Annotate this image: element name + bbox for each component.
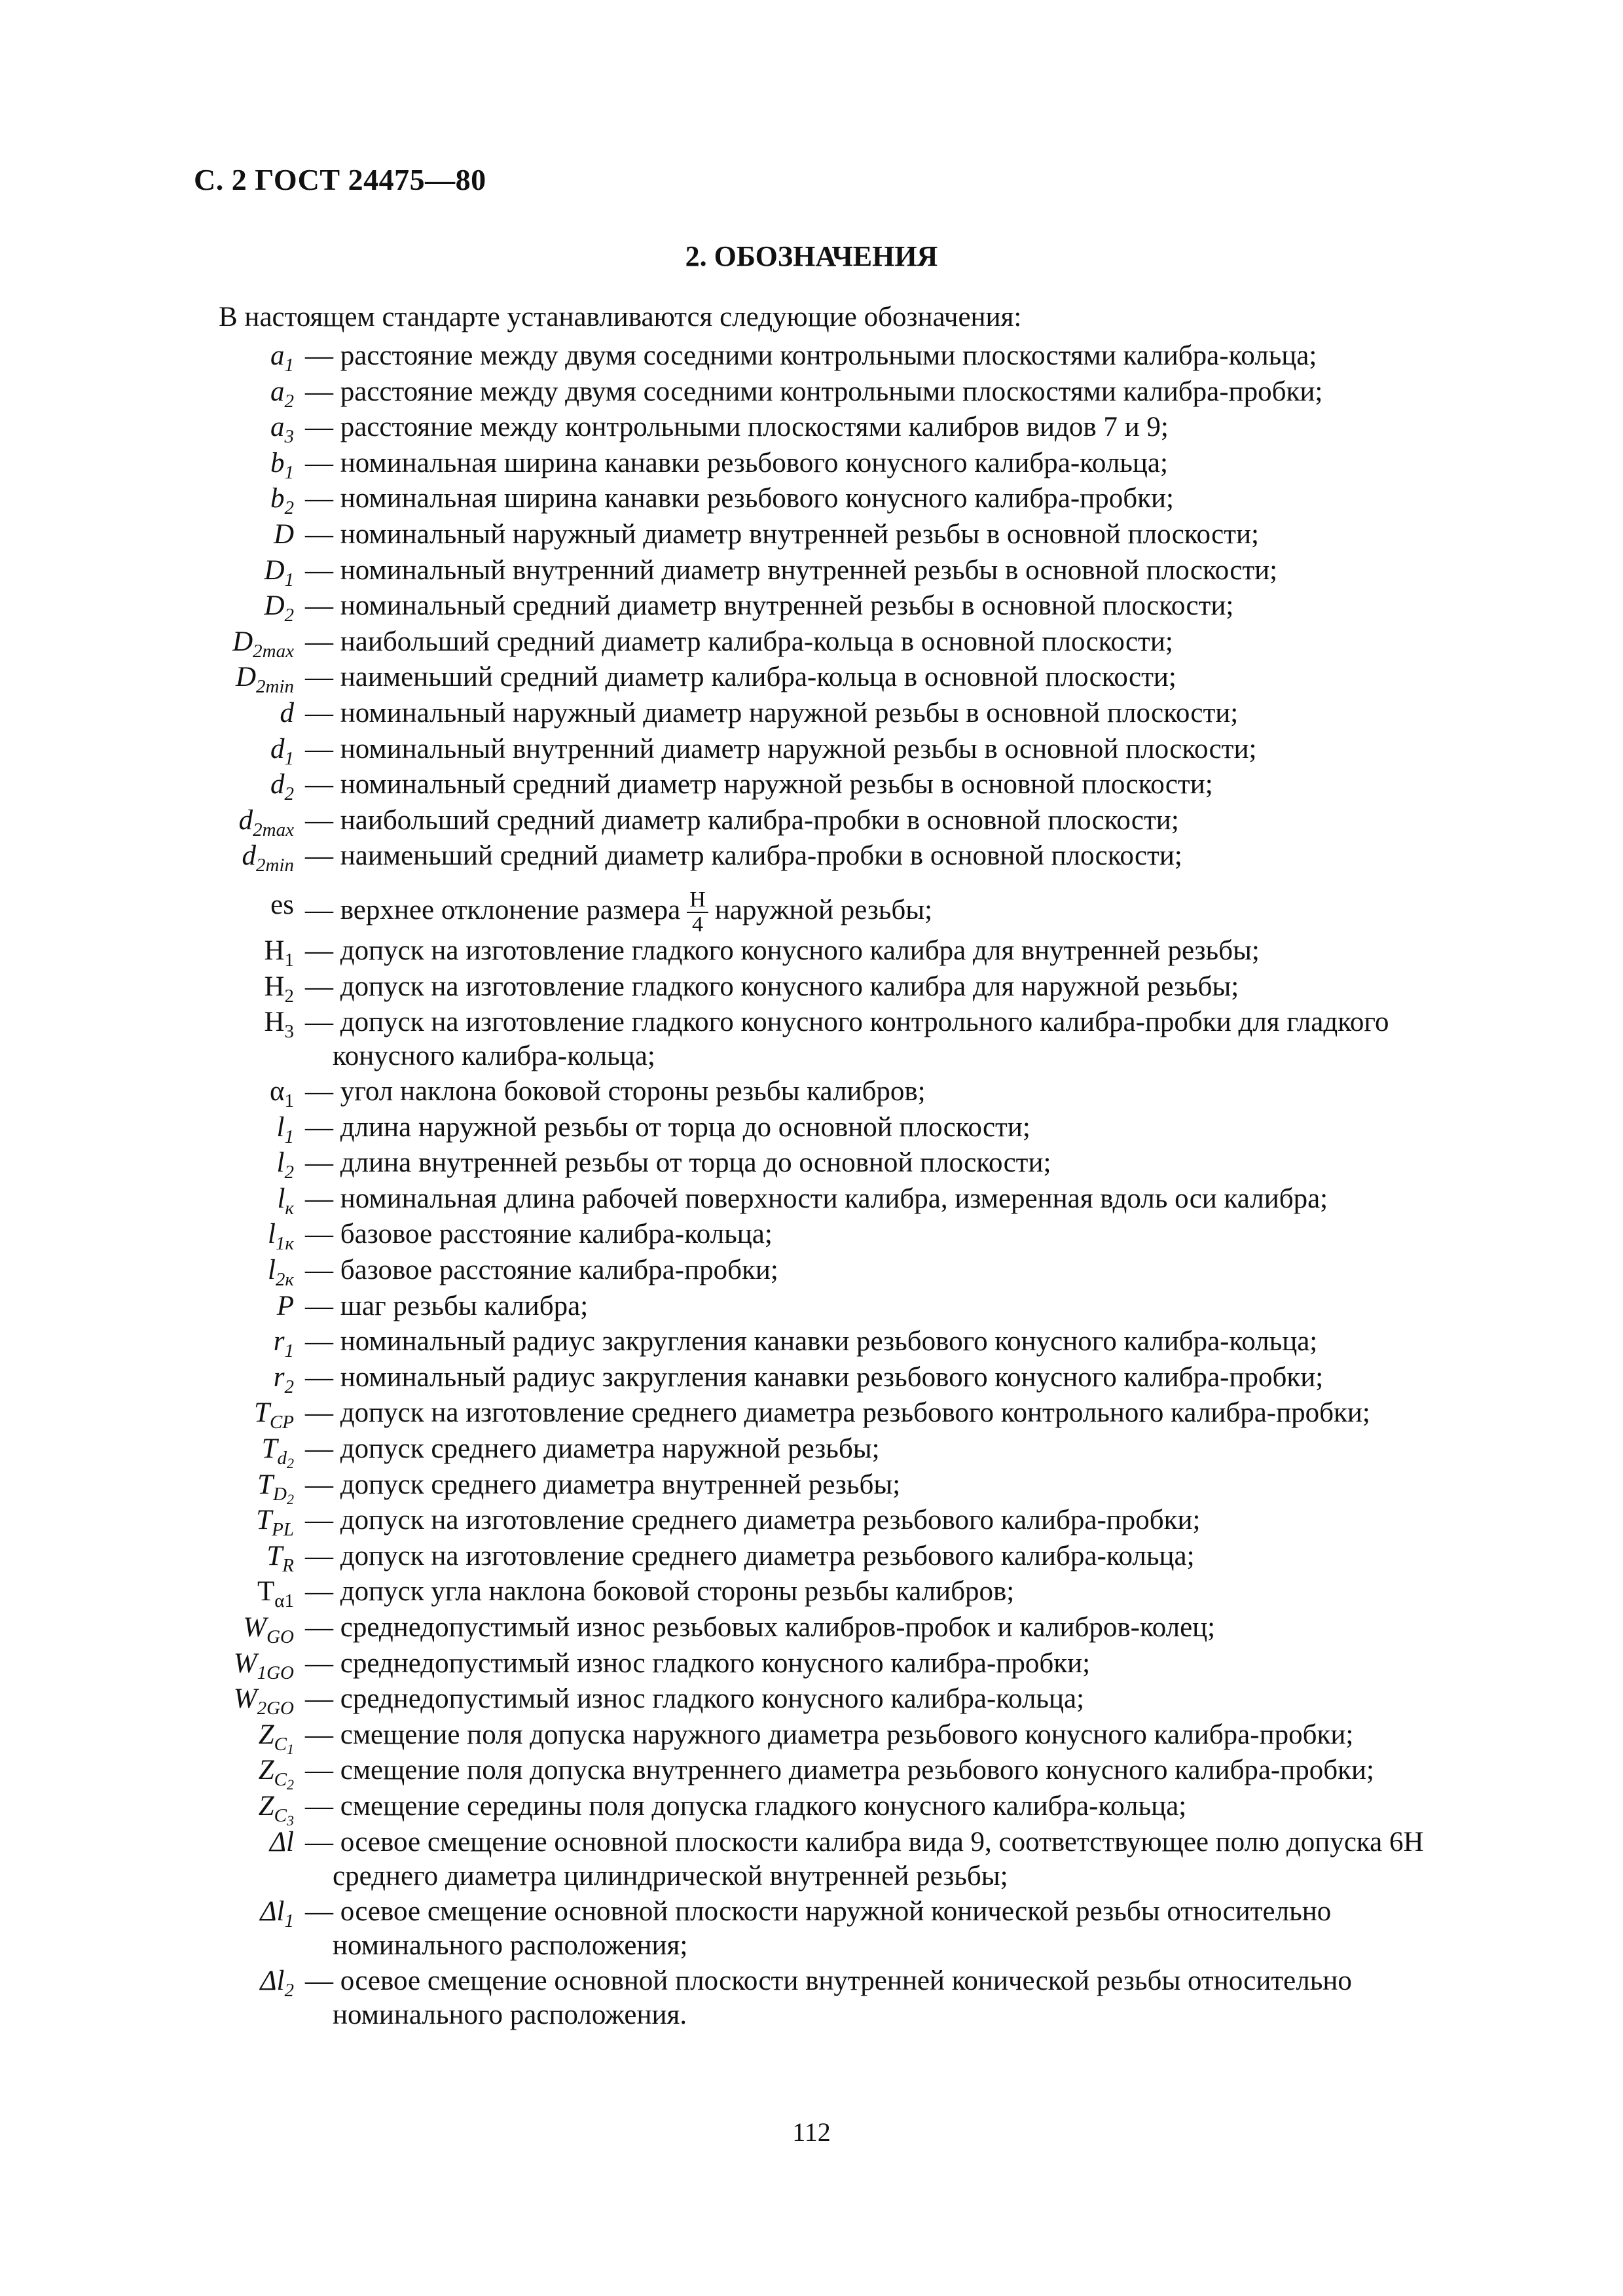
definition-text: — шаг резьбы калибра;: [305, 1290, 589, 1321]
subscript-text: C: [274, 1733, 287, 1755]
definition-text: — номинальный средний диаметр внутренней резьбы в основной плоскости;: [305, 590, 1234, 622]
subscript-text: C: [274, 1769, 287, 1791]
symbol-subscript: [276, 1269, 294, 1290]
definition-row: [0, 1647, 1623, 1683]
definition-symbol: es: [270, 889, 294, 920]
definition-row: [0, 375, 1623, 411]
definition-row: [0, 1432, 1623, 1472]
subscript-text: d: [277, 1448, 287, 1469]
definition-text: — базовое расстояние калибра-кольца;: [305, 1219, 773, 1250]
symbol-subscript: [285, 950, 295, 971]
symbol-base: T: [261, 1433, 278, 1465]
symbol-base: T: [257, 1469, 274, 1500]
definition-row: [0, 625, 1623, 661]
definition-row: [0, 934, 1623, 970]
symbol-base: T: [257, 1576, 275, 1607]
symbol-subscript: [257, 1698, 294, 1719]
fraction-numerator: H: [687, 888, 708, 913]
symbol-base: l: [267, 1255, 276, 1286]
definitions-group-2: [0, 934, 1623, 2034]
symbol-base: D: [235, 662, 256, 693]
symbol-subscript: [266, 1626, 294, 1647]
symbol-base: Δl: [260, 1895, 285, 1927]
subscript-text: C: [274, 1804, 287, 1826]
symbol-base: Δl: [269, 1826, 294, 1857]
subscript-text: 1: [284, 1340, 294, 1362]
subscript-text: R: [282, 1554, 294, 1576]
page-number: 112: [792, 2117, 831, 2147]
symbol-subscript: [270, 1412, 294, 1433]
definition-row: [0, 1682, 1623, 1718]
subscript-text: 2: [284, 497, 294, 519]
symbol-base: D: [264, 554, 285, 586]
definition-text: — номинальный радиус закругления канавки резьбового конусного калибра-кольца;: [305, 1326, 1318, 1357]
symbol-base: T: [256, 1505, 272, 1536]
definition-row: [0, 839, 1623, 875]
symbol-base: T: [254, 1397, 270, 1429]
definition-row: [0, 1289, 1623, 1325]
definition-text: — допуск на изготовление среднего диаметра резьбового калибра-пробки;: [305, 1505, 1201, 1536]
subscript-text: 2GO: [257, 1698, 294, 1719]
definitions-group-1: [0, 339, 1623, 875]
symbol-base: l: [267, 1219, 276, 1250]
definition-row: [0, 804, 1623, 840]
definition-text: [305, 888, 1491, 937]
symbol-base: l: [277, 1183, 285, 1214]
symbol-base: l: [276, 1147, 285, 1179]
symbol-sub-subscript: 2: [287, 1490, 294, 1507]
definition-row: [0, 1575, 1623, 1611]
definition-text: — допуск угла наклона боковой стороны резьбы калибров;: [305, 1576, 1015, 1607]
symbol-subscript: [274, 1769, 294, 1793]
symbol-base: D: [232, 626, 253, 657]
definition-symbol: [176, 1964, 294, 2007]
definition-text: — наибольший средний диаметр калибра-кольца в основной плоскости;: [305, 626, 1173, 657]
definition-text: — номинальный радиус закругления канавки резьбового конусного калибра-пробки;: [305, 1361, 1324, 1393]
definition-row: [0, 1253, 1623, 1289]
symbol-base: b: [270, 447, 285, 478]
definition-row: [0, 518, 1623, 554]
symbol-base: P: [276, 1290, 294, 1321]
definition-symbol: [176, 696, 294, 730]
definition-row-es: [0, 875, 1623, 937]
definition-text: — расстояние между двумя соседними контрольными плоскостями калибра-пробки;: [305, 376, 1323, 407]
subscript-text: 1: [284, 949, 294, 971]
subscript-text: 1: [284, 1910, 294, 1931]
page-header: С. 2 ГОСТ 24475—80: [194, 163, 486, 196]
definition-text: — допуск на изготовление гладкого конусного калибра для внутренней резьбы;: [305, 935, 1260, 966]
definition-text: — среднедопустимый износ гладкого конусного калибра-пробки;: [305, 1647, 1091, 1679]
symbol-base: b: [270, 483, 285, 514]
definition-text: — номинальный средний диаметр наружной резьбы в основной плоскости;: [305, 769, 1213, 800]
definition-text: — наименьший средний диаметр калибра-пробки в основной плоскости;: [305, 840, 1182, 872]
definition-text: — расстояние между контрольными плоскостями калибров видов 7 и 9;: [305, 412, 1169, 443]
definition-row: [0, 446, 1623, 482]
symbol-subscript: [277, 1448, 295, 1472]
definition-row: [0, 1361, 1623, 1397]
symbol-subscript: [274, 1590, 294, 1611]
definition-row: [0, 554, 1623, 590]
definition-row: [0, 732, 1623, 768]
subscript-text: 1к: [275, 1233, 294, 1255]
symbol-subscript: [257, 1662, 294, 1683]
symbol-base: d: [270, 733, 285, 764]
definition-row: [0, 1503, 1623, 1539]
definition-row: [0, 1325, 1623, 1361]
symbol-subscript: [272, 1519, 294, 1540]
definition-row: [0, 589, 1623, 625]
definition-row: [0, 1753, 1623, 1793]
subscript-text: 2min: [256, 676, 294, 698]
symbol-subscript: [285, 1021, 295, 1042]
symbol-base: Z: [258, 1755, 274, 1786]
subscript-text: 2max: [253, 819, 294, 840]
definition-text: — расстояние между двумя соседними контрольными плоскостями калибра-кольца;: [305, 340, 1317, 371]
symbol-subscript: [285, 462, 295, 483]
symbol-base: H: [264, 935, 285, 966]
definition-text: — допуск среднего диаметра наружной резьбы;: [305, 1433, 880, 1465]
definition-text: — базовое расстояние калибра-пробки;: [305, 1255, 778, 1286]
symbol-base: D: [264, 590, 285, 622]
symbol-subscript: [285, 426, 295, 447]
symbol-base: r: [273, 1326, 285, 1357]
symbol-base: T: [266, 1540, 283, 1571]
definition-text: — номинальная длина рабочей поверхности калибра, измеренная вдоль оси калибра;: [305, 1183, 1328, 1214]
definition-text: — номинальный внутренний диаметр внутренней резьбы в основной плоскости;: [305, 554, 1278, 586]
definition-text: — допуск на изготовление среднего диаметра резьбового калибра-кольца;: [305, 1540, 1195, 1571]
subscript-text: GO: [266, 1626, 294, 1647]
definition-text: — номинальная ширина канавки резьбового конусного калибра-кольца;: [305, 447, 1168, 478]
definition-text: — допуск на изготовление гладкого конусного калибра для наружной резьбы;: [305, 971, 1239, 1002]
symbol-subscript: [276, 1233, 294, 1254]
symbol-subscript: [285, 1910, 295, 1931]
symbol-subscript: [285, 605, 295, 626]
symbol-base: r: [273, 1361, 285, 1393]
subscript-text: PL: [272, 1519, 294, 1541]
definition-row: [0, 1005, 1623, 1075]
subscript-text: 2min: [256, 855, 294, 876]
subscript-text: 2: [284, 1376, 294, 1397]
symbol-subscript: [253, 819, 294, 840]
symbol-base: a: [270, 376, 285, 407]
definition-text: — осевое смещение основной плоскости внутренней конической резьбы относительно номинального расположения.: [305, 1965, 1352, 2030]
definition-row: [0, 1075, 1623, 1111]
subscript-text: 1: [284, 355, 294, 376]
definition-row: [0, 1895, 1623, 1964]
symbol-subscript: [282, 1555, 294, 1576]
definition-row: [0, 482, 1623, 518]
intro-text: В настоящем стандарте устанавливаются следующие обозначения:: [219, 302, 1022, 332]
symbol-base: d: [270, 769, 285, 800]
definition-row: [0, 1825, 1623, 1895]
symbol-sub-subscript: 2: [287, 1776, 294, 1793]
definition-row: [0, 1539, 1623, 1575]
symbol-base: D: [273, 518, 294, 550]
definition-text: — смещение поля допуска наружного диаметра резьбового конусного калибра-пробки;: [305, 1719, 1354, 1750]
definition-row: [0, 1718, 1623, 1757]
definition-row: [0, 339, 1623, 375]
subscript-text: 3: [284, 1021, 294, 1043]
symbol-subscript: [273, 1484, 294, 1505]
symbol-subscript: [285, 783, 295, 804]
symbol-subscript: [285, 569, 295, 590]
subscript-text: 2: [284, 985, 294, 1007]
symbol-subscript: [285, 1340, 295, 1361]
symbol-base: l: [276, 1111, 285, 1143]
subscript-text: α1: [274, 1590, 294, 1612]
definition-text: — смещение середины поля допуска гладкого конусного калибра-кольца;: [305, 1790, 1187, 1821]
definition-row: [0, 970, 1623, 1006]
symbol-subscript: [285, 1376, 295, 1397]
definition-row: [0, 410, 1623, 446]
subscript-text: 1: [284, 461, 294, 483]
definition-text: — допуск на изготовление гладкого конусного контрольного калибра-пробки для гладкого конусного калибра-кольца;: [305, 1007, 1389, 1072]
definition-row: [0, 696, 1623, 732]
subscript-text: 1: [284, 1090, 294, 1112]
definition-text: — длина внутренней резьбы от торца до основной плоскости;: [305, 1147, 1051, 1179]
symbol-subscript: [274, 1804, 294, 1829]
symbol-subscript: [285, 497, 295, 518]
symbol-subscript: [256, 855, 294, 876]
definition-text: — среднедопустимый износ гладкого конусного калибра-кольца;: [305, 1683, 1085, 1715]
definition-text: — осевое смещение основной плоскости калибра вида 9, соответствующее полю допуска 6H среднего диаметра цилиндрической внутренней резьбы;: [305, 1826, 1424, 1892]
symbol-subscript: [285, 1126, 295, 1147]
definition-text: — номинальный внутренний диаметр наружной резьбы в основной плоскости;: [305, 733, 1257, 764]
symbol-subscript: [285, 748, 295, 769]
es-text-after: наружной резьбы;: [714, 894, 933, 925]
symbol-subscript: [285, 986, 295, 1007]
subscript-text: 1: [284, 569, 294, 590]
symbol-sub-subscript: 3: [287, 1812, 294, 1829]
definition-row: [0, 1217, 1623, 1253]
definition-symbol: [176, 1289, 294, 1323]
symbol-base: α: [269, 1076, 285, 1107]
symbol-subscript: [285, 391, 295, 412]
subscript-text: 1: [284, 1126, 294, 1147]
definition-text: — угол наклона боковой стороны резьбы калибров;: [305, 1076, 926, 1107]
subscript-text: 2: [284, 1979, 294, 2001]
definition-row: [0, 1611, 1623, 1647]
symbol-base: W: [243, 1612, 267, 1643]
definition-row: [0, 768, 1623, 804]
symbol-base: H: [264, 1007, 285, 1038]
subscript-text: 2: [284, 605, 294, 626]
fraction-denominator: 4: [691, 912, 703, 937]
definition-row: [0, 1964, 1623, 2034]
symbol-base: Δl: [260, 1965, 285, 1996]
subscript-text: 1: [284, 747, 294, 769]
section-title: 2. ОБОЗНАЧЕНИЯ: [685, 240, 938, 272]
definition-symbol: [176, 1825, 294, 1859]
subscript-text: CP: [269, 1412, 294, 1433]
symbol-base: Z: [258, 1790, 274, 1821]
definition-text: — номинальная ширина канавки резьбового конусного калибра-пробки;: [305, 483, 1174, 514]
definitions-list: [0, 339, 1623, 2034]
symbol-subscript: [285, 1090, 295, 1111]
symbol-subscript: [285, 1198, 294, 1219]
symbol-base: a: [270, 340, 285, 371]
definition-text: — номинальный наружный диаметр внутренней резьбы в основной плоскости;: [305, 518, 1259, 550]
definition-text: — наибольший средний диаметр калибра-пробки в основной плоскости;: [305, 804, 1179, 836]
definition-text: — допуск среднего диаметра внутренней резьбы;: [305, 1469, 901, 1500]
es-text-before: — верхнее отклонение размера: [305, 894, 681, 925]
definition-row: [0, 1111, 1623, 1147]
symbol-subscript: [253, 641, 294, 662]
symbol-subscript: [285, 1162, 295, 1183]
symbol-subscript: [285, 1980, 295, 2001]
definition-row: [0, 1146, 1623, 1182]
definition-row: [0, 1182, 1623, 1218]
symbol-subscript: [256, 676, 294, 697]
symbol-subscript: [285, 355, 295, 376]
definition-text: — длина наружной резьбы от торца до основной плоскости;: [305, 1111, 1030, 1143]
definition-row: [0, 1789, 1623, 1829]
subscript-text: к: [285, 1197, 294, 1219]
symbol-base: a: [270, 412, 285, 443]
definition-text: — среднедопустимый износ резьбовых калибров-пробок и калибров-колец;: [305, 1612, 1216, 1643]
definition-text: — смещение поля допуска внутреннего диаметра резьбового конусного калибра-пробки;: [305, 1755, 1374, 1786]
definition-symbol: [176, 1895, 294, 1938]
symbol-base: d: [280, 697, 294, 728]
subscript-text: 3: [284, 426, 294, 448]
definition-row: [0, 1468, 1623, 1507]
symbol-base: Z: [258, 1719, 274, 1750]
symbol-base: d: [242, 840, 256, 872]
symbol-subscript: [274, 1734, 294, 1755]
symbol-sub-subscript: 1: [287, 1740, 294, 1757]
definition-text: — номинальный наружный диаметр наружной резьбы в основной плоскости;: [305, 697, 1239, 728]
subscript-text: 2max: [253, 640, 294, 662]
subscript-text: 2: [284, 783, 294, 805]
symbol-base: W: [233, 1683, 257, 1715]
subscript-text: 2к: [275, 1269, 294, 1291]
definition-text: — осевое смещение основной плоскости наружной конической резьбы относительно номинального расположения;: [305, 1895, 1332, 1961]
definition-symbol: [176, 1005, 294, 1049]
definition-text: — допуск на изготовление среднего диаметра резьбового контрольного калибра-пробки;: [305, 1397, 1370, 1429]
subscript-text: D: [273, 1483, 287, 1505]
symbol-base: W: [233, 1647, 257, 1679]
definition-row: [0, 660, 1623, 696]
definition-row: [0, 1396, 1623, 1432]
definition-text: — наименьший средний диаметр калибра-кольца в основной плоскости;: [305, 662, 1176, 693]
symbol-sub-subscript: 2: [287, 1455, 294, 1472]
subscript-text: 1GO: [257, 1662, 294, 1683]
subscript-text: 2: [284, 1162, 294, 1183]
fraction-h-over-4: [687, 888, 708, 937]
symbol-base: H: [264, 971, 285, 1002]
subscript-text: 2: [284, 390, 294, 412]
symbol-base: d: [238, 804, 253, 836]
definition-symbol: [176, 518, 294, 552]
